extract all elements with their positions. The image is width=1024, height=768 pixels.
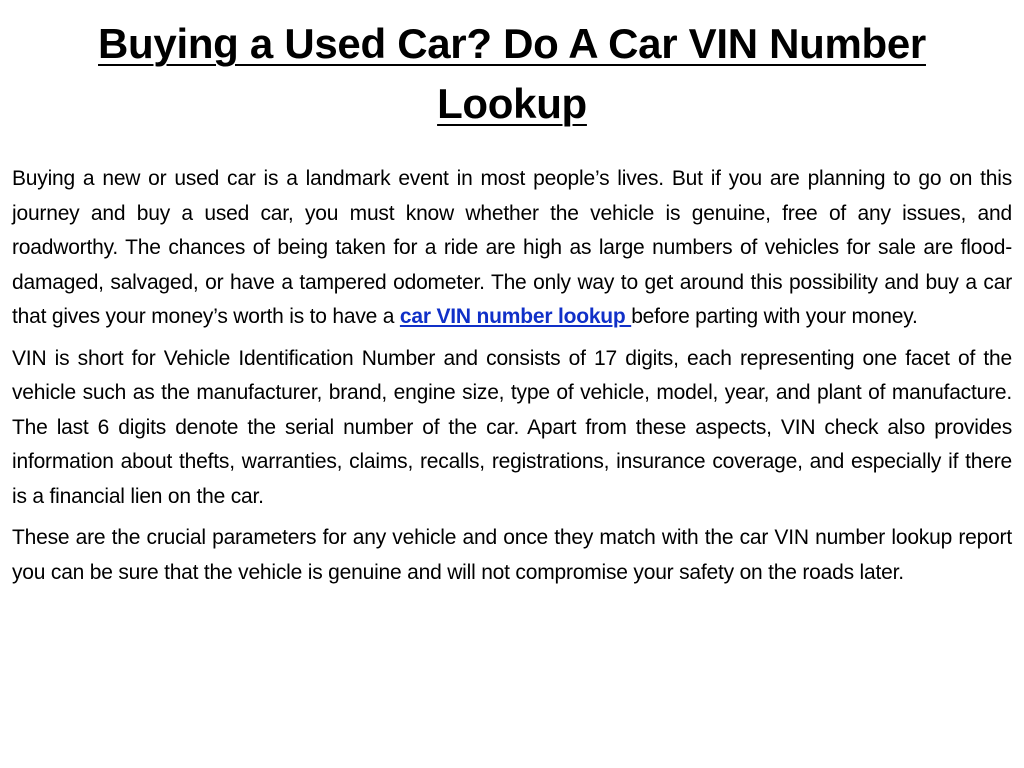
paragraph-intro-text: Buying a new or used car is a landmark event in most people’s lives. But if you are planning to go on this journey and buy a used car, you must know whether the vehicle is genuine, free of any issues, and roadworthy. The chances of being taken for a ride are high as large numbers of vehicles for sale are flood-damaged, salvaged, or have a tampered odometer. The only way to get around this possibility and buy a car that gives your money’s worth is to have a (12, 167, 1012, 328)
page-title (12, 14, 1012, 134)
paragraph-conclusion: These are the crucial parameters for any vehicle and once they match with the car VIN number lookup report you can be sure that the vehicle is genuine and will not compromise your safety on the roads later. (12, 526, 1012, 584)
paragraph-intro (12, 162, 1012, 335)
paragraph-intro-text-end: before parting with your money. (631, 305, 918, 328)
car-vin-lookup-link[interactable]: car VIN number lookup (399, 305, 632, 328)
paragraph-vin-explained: VIN is short for Vehicle Identification Number and consists of 17 digits, each representing one facet of the vehicle such as the manufacturer, brand, engine size, type of vehicle, model, year, and plant of manufacture. The last 6 digits denote the serial number of the car. Apart from these aspects, VIN check also provides information about thefts, warranties, claims, recalls, registrations, insurance coverage, and especially if there is a financial lien on the car. (12, 346, 1012, 508)
article-body (12, 162, 1012, 590)
page-title-line-1: Buying a Used Car? Do A Car VIN Number (98, 20, 926, 67)
page-title-line-2: Lookup (437, 80, 587, 127)
